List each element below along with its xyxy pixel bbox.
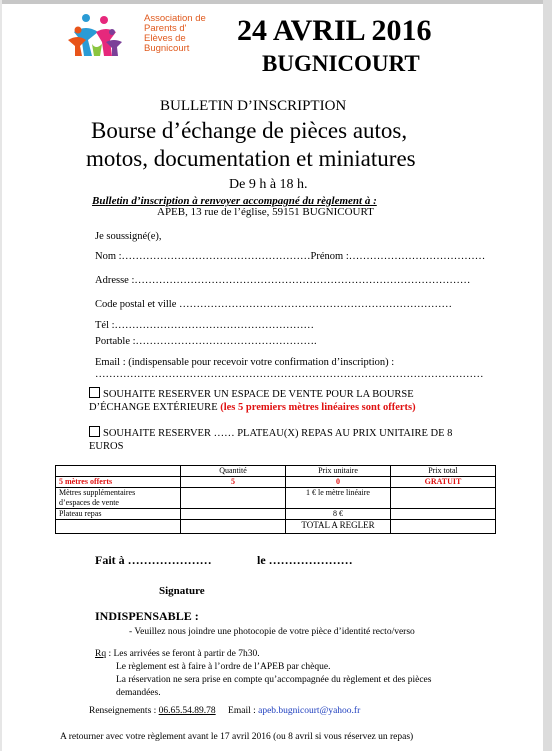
rq-line3: La réservation ne sera prise en compte qu’accompagnée du règlement et des pièces (116, 675, 432, 685)
photocopy-note: - Veuillez nous joindre une photocopie de votre pièce d’identité recto/verso (129, 627, 415, 637)
rq-line1 (95, 649, 260, 659)
table-cell (181, 520, 286, 534)
table-header (56, 466, 181, 477)
meal-option-line1: SOUHAITE RESERVER …… PLATEAU(X) REPAS AU PRIX UNITAIRE DE 8 (103, 428, 453, 439)
table-header-row (56, 466, 496, 477)
logo-line: Elèves de (144, 33, 186, 44)
table-row (56, 488, 496, 509)
table-header: Quantité (181, 466, 286, 477)
logo-line: Association de (144, 13, 206, 24)
mobile-field[interactable]: Portable :……………………………………………. (95, 336, 317, 347)
email-label: Email : (indispensable pour recevoir votre confirmation d’inscription) : (95, 357, 395, 368)
table-cell (56, 488, 181, 509)
table-total-row (56, 520, 496, 534)
info-label: Renseignements : (89, 706, 159, 716)
table-cell[interactable] (181, 488, 286, 509)
logo-line: Bugnicourt (144, 43, 190, 54)
meal-option[interactable] (89, 426, 452, 453)
table-cell: Plateau repas (56, 509, 181, 520)
table-cell: 5 (181, 477, 286, 488)
total-label: TOTAL A REGLER (286, 520, 391, 534)
checkbox-icon[interactable] (89, 387, 100, 398)
tel-field[interactable]: Tél :………………………………………………… (95, 320, 315, 331)
stand-option-line1: SOUHAITE RESERVER UN ESPACE DE VENTE POUR LA BOURSE (103, 389, 414, 400)
rq-line4: demandées. (116, 688, 161, 698)
form-heading: BULLETIN D’INSCRIPTION (160, 98, 347, 114)
window-left-edge (0, 0, 2, 751)
undersigned-label: Je soussigné(e), (95, 231, 162, 242)
event-title-line1: Bourse d’échange de pièces autos, (91, 118, 408, 143)
footer-note: A retourner avec votre règlement avant le 17 avril 2016 (ou 8 avril si vous réservez un repas) (60, 732, 414, 742)
date-field[interactable]: le ………………… (257, 553, 353, 567)
table-cell[interactable] (391, 509, 496, 520)
table-cell[interactable] (391, 520, 496, 534)
table-cell[interactable] (391, 488, 496, 509)
phone-number: 06.65.54.89.78 (158, 706, 216, 716)
window-top-edge (0, 0, 552, 4)
table-header: Prix unitaire (286, 466, 391, 477)
event-hours: De 9 h à 18 h. (229, 177, 308, 192)
signature-label: Signature (159, 585, 205, 597)
checkbox-icon[interactable] (89, 426, 100, 437)
table-cell: GRATUIT (391, 477, 496, 488)
pricing-table (55, 465, 496, 534)
table-row (56, 477, 496, 488)
row2-label-b: d’espaces de vente (59, 498, 119, 507)
table-cell (56, 520, 181, 534)
row2-label-a: Mètres supplémentaires (59, 488, 136, 497)
email-field[interactable]: ………………………………………………………………………………………………… (95, 369, 484, 380)
contact-email[interactable]: apeb.bugnicourt@yahoo.fr (258, 706, 361, 716)
rq-label: Rq (95, 649, 107, 659)
event-city: BUGNICOURT (262, 51, 420, 76)
indispensable-heading: INDISPENSABLE : (95, 609, 199, 623)
table-cell: 0 (286, 477, 391, 488)
fait-a-field[interactable]: Fait à ………………… (95, 553, 212, 567)
send-address: APEB, 13 rue de l’église, 59151 BUGNICOURT (157, 206, 374, 218)
window-scrollbar[interactable] (543, 0, 552, 751)
meal-option-line2: EUROS (89, 441, 124, 452)
stand-option-line2: D’ÉCHANGE EXTÉRIEURE (89, 402, 218, 413)
table-cell: 5 mètres offerts (56, 477, 181, 488)
stand-offer: (les 5 premiers mètres linéaires sont offerts) (220, 402, 416, 413)
logo-line: Parents d' (144, 23, 187, 34)
table-header: Prix total (391, 466, 496, 477)
rq-line2: Le règlement est à faire à l’ordre de l’APEB par chèque. (116, 662, 331, 672)
name-field[interactable]: Nom :………………………………………………Prénom :………………………………… (95, 251, 486, 262)
email-label-contact: Email : (228, 706, 259, 716)
table-row (56, 509, 496, 520)
rq-text: : Les arrivées se feront à partir de 7h30. (106, 649, 260, 659)
table-cell: 8 € (286, 509, 391, 520)
send-instructions: Bulletin d’inscription à renvoyer accompagné du règlement à : (92, 195, 377, 207)
contact-line (89, 706, 360, 716)
address-field[interactable]: Adresse :…………………………………………………………………………………… (95, 275, 471, 286)
table-cell[interactable] (181, 509, 286, 520)
event-title-line2: motos, documentation et miniatures (86, 146, 416, 171)
event-date: 24 AVRIL 2016 (237, 14, 432, 47)
stand-option[interactable] (89, 387, 416, 414)
logo-text (144, 14, 206, 54)
postal-city-field[interactable]: Code postal et ville …………………………………………………………………… (95, 299, 452, 310)
table-cell: 1 € le mètre linéaire (286, 488, 391, 509)
